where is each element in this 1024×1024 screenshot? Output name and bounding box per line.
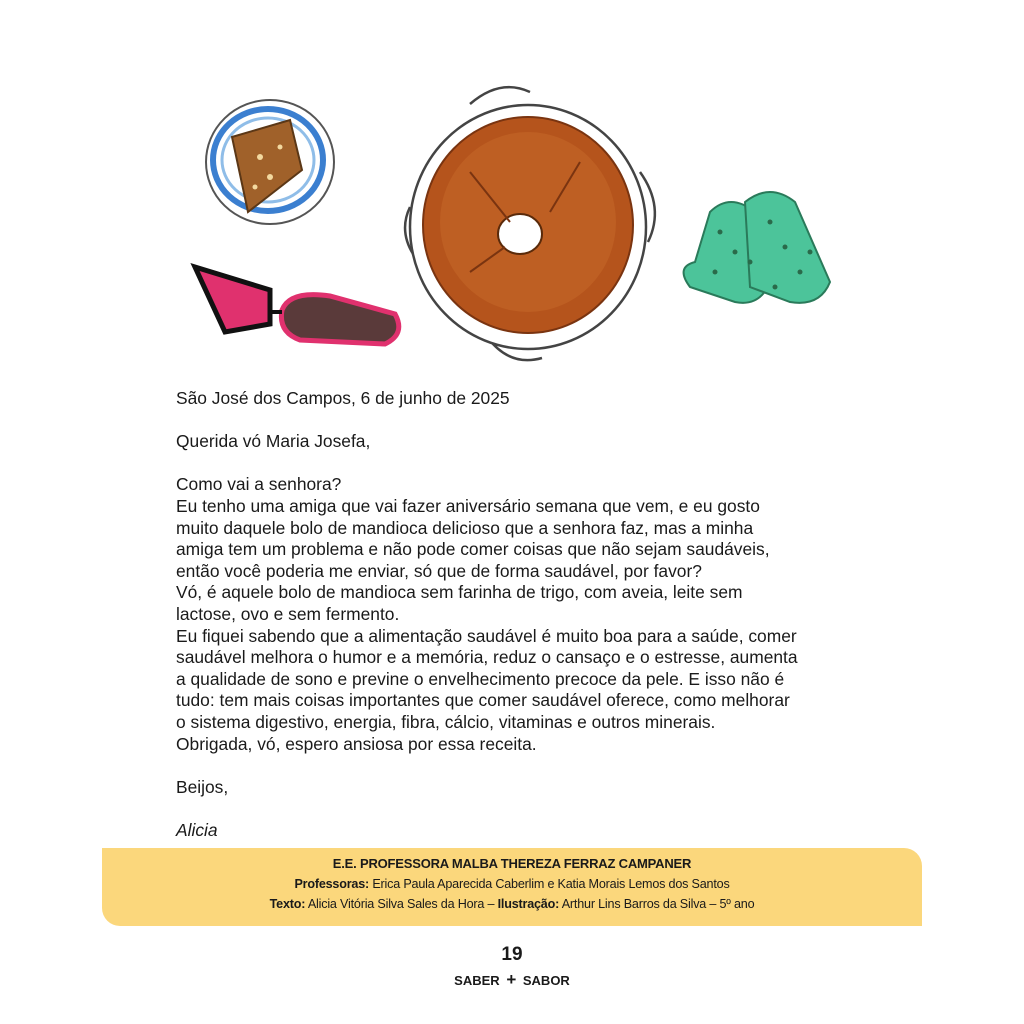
credits-box: [102, 848, 922, 926]
spacer: [176, 453, 856, 475]
illustration-label: Ilustração:: [497, 897, 560, 911]
authors-line: [102, 894, 922, 914]
school-name: E.E. PROFESSORA MALBA THEREZA FERRAZ CAMPANER: [332, 856, 692, 871]
letter: [176, 388, 856, 841]
place-date: São José dos Campos, 6 de junho de 2025: [176, 388, 510, 408]
teachers-line: [102, 874, 922, 894]
spacer: [176, 755, 856, 777]
text-author: Alicia Vitória Silva Sales da Hora –: [305, 897, 498, 911]
brand-right: SABOR: [522, 973, 570, 988]
letter-line: Eu fiquei sabendo que a alimentação saudável é muito boa para a saúde, comer: [176, 625, 797, 646]
page-number: 19: [501, 944, 523, 965]
text-label: Texto:: [269, 897, 306, 911]
signature: Alicia: [176, 819, 218, 840]
plate-with-slice-drawing: [206, 100, 334, 224]
publication-brand: [0, 970, 1024, 990]
letter-line: amiga tem um problema e não pode comer coisas que não sejam saudáveis,: [176, 539, 770, 560]
pink-shape-drawing: [195, 267, 399, 344]
brand-plus: +: [506, 970, 517, 989]
letter-line: tudo: tem mais coisas importantes que comer saudável oferece, como melhorar: [176, 690, 790, 711]
oven-mitts-drawing: [684, 192, 830, 303]
brand-left: SABER: [454, 973, 500, 988]
letter-line: então você poderia me enviar, só que de forma saudável, por favor?: [176, 560, 702, 581]
letter-line: saudável melhora o humor e a memória, reduz o cansaço e o estresse, aumenta: [176, 647, 798, 668]
teachers-names: Erica Paula Aparecida Caberlim e Katia Morais Lemos dos Santos: [369, 877, 730, 891]
letter-line: o sistema digestivo, energia, fibra, cálcio, vitaminas e outros minerais.: [176, 711, 716, 732]
letter-line: muito daquele bolo de mandioca delicioso que a senhora faz, mas a minha: [176, 517, 754, 538]
salutation: Querida vó Maria Josefa,: [176, 431, 371, 452]
cassava-cake-drawing: [405, 87, 655, 360]
spacer: [176, 798, 856, 820]
letter-line: lactose, ovo e sem fermento.: [176, 603, 400, 624]
closing: Beijos,: [176, 776, 229, 797]
teachers-label: Professoras:: [294, 877, 370, 891]
spacer: [176, 410, 856, 432]
letter-line: Eu tenho uma amiga que vai fazer aniversário semana que vem, e eu gosto: [176, 495, 760, 516]
food-illustration: [170, 62, 854, 374]
illustrator: Arthur Lins Barros da Silva – 5º ano: [559, 897, 755, 911]
letter-line: a qualidade de sono e previne o envelhecimento precoce da pele. E isso não é: [176, 668, 785, 689]
letter-line: Como vai a senhora?: [176, 474, 342, 495]
letter-line: Vó, é aquele bolo de mandioca sem farinha de trigo, com aveia, leite sem: [176, 582, 743, 603]
letter-line: Obrigada, vó, espero ansiosa por essa receita.: [176, 733, 537, 754]
